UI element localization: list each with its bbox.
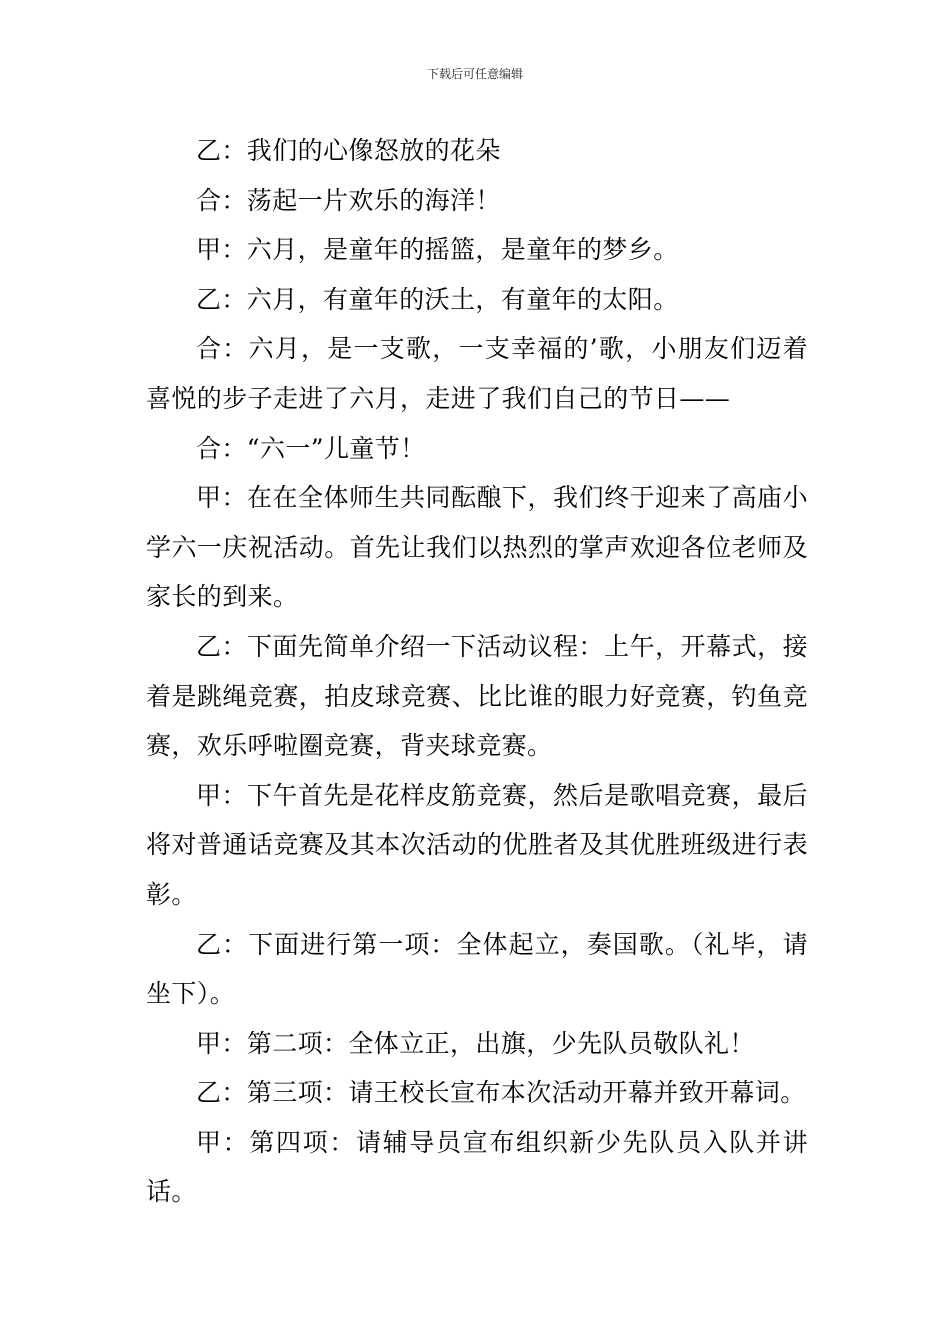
page-header: 下载后可任意编辑 xyxy=(426,67,523,81)
paragraph-4: 乙：六月，有童年的沃土，有童年的太阳。 xyxy=(196,284,679,314)
paragraph-2: 合：荡起一片欢乐的海洋！ xyxy=(196,185,501,215)
document-body xyxy=(146,126,808,1217)
paragraph-3: 甲：六月，是童年的摇篮，是童年的梦乡。 xyxy=(196,235,679,265)
paragraph-11: 甲：第二项：全体立正，出旗，少先队员敬队礼！ xyxy=(196,1028,755,1058)
paragraph-5: 合：六月，是一支歌，一支幸福的’歌，小朋友们迈着喜悦的步子走进了六月，走进了我们自己的节日—— xyxy=(146,334,808,413)
paragraph-12: 乙：第三项：请王校长宣布本次活动开幕并致开幕词。 xyxy=(196,1078,806,1108)
paragraph-10: 乙：下面进行第一项：全体起立，奏国歌。（礼毕，请坐下）。 xyxy=(146,929,808,1009)
paragraph-1: 乙：我们的心像怒放的花朵 xyxy=(196,136,501,165)
paragraph-9: 甲：下午首先是花样皮筋竞赛，然后是歌唱竞赛，最后将对普通话竞赛及其本次活动的优胜者及其优胜班级进行表彰。 xyxy=(146,780,808,909)
paragraph-7: 甲：在在全体师生共同酝酿下，我们终于迎来了高庙小学六一庆祝活动。首先让我们以热烈的掌声欢迎各位老师及家长的到来。 xyxy=(146,483,808,612)
paragraph-8: 乙：下面先简单介绍一下活动议程：上午，开幕式，接着是跳绳竞赛，拍皮球竞赛、比比谁的眼力好竞赛，钓鱼竞赛，欢乐呼啦圈竞赛，背夹球竞赛。 xyxy=(146,631,808,761)
paragraph-13: 甲：第四项：请辅导员宣布组织新少先队员入队并讲话。 xyxy=(146,1127,808,1207)
paragraph-6: 合：“六一”儿童节！ xyxy=(196,433,426,463)
